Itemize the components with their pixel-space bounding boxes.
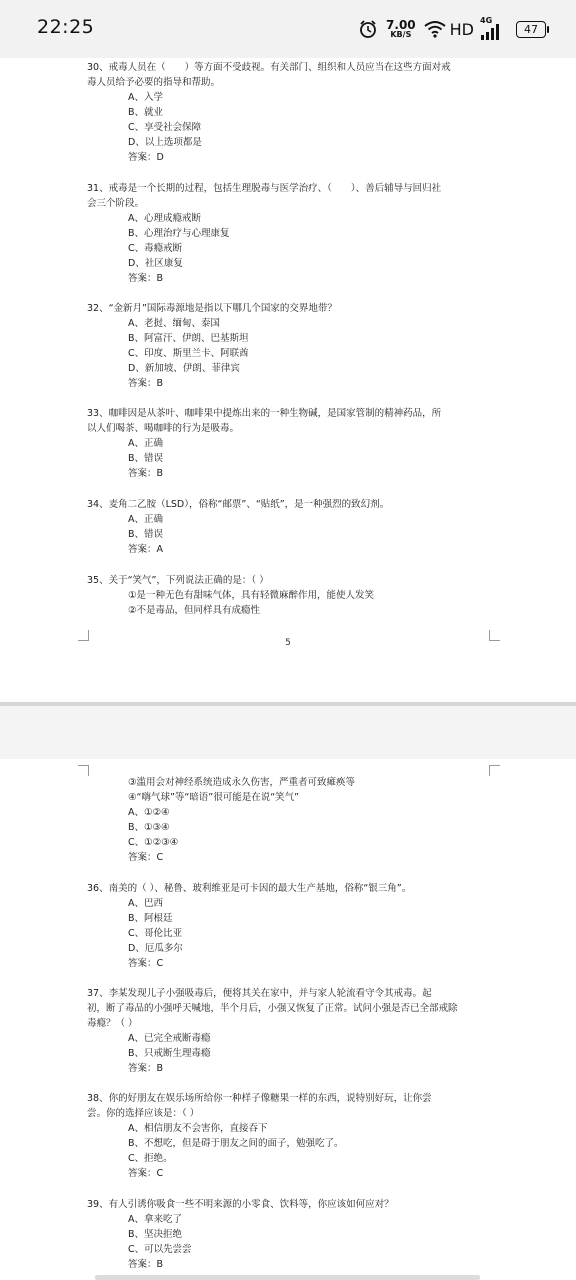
question-stem: 36、南美的（ ）、秘鲁、玻利维亚是可卡因的最大生产基地，俗称“银三角”。: [87, 883, 412, 894]
option: D、社区康复: [128, 258, 183, 269]
option: C、可以先尝尝: [128, 1244, 192, 1255]
question-stem: 37、李某发现儿子小强吸毒后，便将其关在家中，并与家人轮流看守令其戒毒。起: [87, 988, 432, 999]
option: C、哥伦比亚: [128, 928, 183, 939]
statement: ②不是毒品，但同样具有成瘾性: [128, 605, 261, 616]
answer: 答案：C: [128, 958, 164, 969]
question-stem: 38、你的好朋友在娱乐场所给你一种样子像糖果一样的东西，说特别好玩，让你尝: [87, 1093, 432, 1104]
alarm-icon: [358, 19, 378, 39]
option: B、阿根廷: [128, 913, 173, 924]
option: B、①③④: [128, 822, 170, 833]
question-stem: 初，断了毒品的小强呼天喊地，半个月后，小强又恢复了正常。试问小强是否已全部戒除: [87, 1003, 458, 1014]
signal-icon: [480, 18, 504, 40]
option: A、相信朋友不会害你，直接吞下: [128, 1123, 268, 1134]
status-time: 22:25: [37, 16, 95, 38]
answer: 答案：C: [128, 852, 164, 863]
question-37: [87, 986, 507, 1076]
option: B、错误: [128, 529, 164, 540]
status-bar: [0, 0, 576, 58]
option: A、心理成瘾戒断: [128, 213, 201, 224]
answer: 答案：A: [128, 544, 163, 555]
statement: ④“嗨气球”等“暗语”很可能是在说“笑气”: [128, 792, 300, 803]
question-stem: 毒瘾？（ ）: [87, 1018, 138, 1029]
question-stem: 31、戒毒是一个长期的过程，包括生理脱毒与医学治疗、（ ）、善后辅导与回归社: [87, 183, 442, 194]
option: C、拒绝。: [128, 1153, 173, 1164]
wifi-icon: [424, 20, 446, 38]
question-31: [87, 181, 507, 286]
speed-unit: KB/S: [390, 30, 412, 39]
network-type: 4G: [480, 16, 493, 25]
option: D、新加坡、伊朗、菲律宾: [128, 363, 240, 374]
option: A、老挝、缅甸、泰国: [128, 318, 220, 329]
option: C、享受社会保障: [128, 122, 202, 133]
speed-value: 7.00: [386, 18, 416, 32]
page-separator: [0, 702, 576, 759]
answer: 答案：B: [128, 468, 164, 479]
question-stem: 30、戒毒人员在（ ）等方面不受歧视。有关部门、组织和人员应当在这些方面对戒: [87, 62, 451, 73]
option: B、就业: [128, 107, 164, 118]
question-stem: 39、有人引诱你吸食一些不明来源的小零食、饮料等，你应该如何应对？: [87, 1199, 394, 1210]
question-stem: 尝。你的选择应该是：（ ）: [87, 1108, 200, 1119]
question-35-continued: [87, 775, 507, 865]
option: A、已完全戒断毒瘾: [128, 1033, 211, 1044]
option: C、毒瘾戒断: [128, 243, 183, 254]
answer: 答案：B: [128, 1063, 164, 1074]
option: C、①②③④: [128, 837, 179, 848]
battery-icon: [516, 21, 546, 38]
question-35: [87, 573, 507, 618]
option: B、只戒断生理毒瘾: [128, 1048, 211, 1059]
question-stem: 会三个阶段。: [87, 198, 145, 209]
question-stem: 毒人员给予必要的指导和帮助。: [87, 77, 221, 88]
question-34: [87, 497, 507, 557]
option: A、巴西: [128, 898, 163, 909]
option: B、阿富汗、伊朗、巴基斯坦: [128, 333, 249, 344]
statement: ①是一种无色有甜味气体，具有轻微麻醉作用，能使人发笑: [128, 590, 375, 601]
statement: ③滥用会对神经系统造成永久伤害，严重者可致瘫痪等: [128, 777, 356, 788]
option: B、心理治疗与心理康复: [128, 228, 230, 239]
option: A、入学: [128, 92, 163, 103]
question-stem: 以人们喝茶、喝咖啡的行为是吸毒。: [87, 423, 240, 434]
option: B、不想吃，但是碍于朋友之间的面子，勉强吃了。: [128, 1138, 344, 1149]
option: A、正确: [128, 514, 163, 525]
option: B、错误: [128, 453, 164, 464]
option: D、以上选项都是: [128, 137, 202, 148]
question-36: [87, 881, 507, 971]
question-stem: 33、咖啡因是从茶叶、咖啡果中提炼出来的一种生物碱，是国家管制的精神药品，所: [87, 408, 442, 419]
answer: 答案：D: [128, 152, 164, 163]
question-38: [87, 1091, 507, 1181]
question-stem: 34、麦角二乙胺（LSD），俗称“邮票”、“贴纸”，是一种强烈的致幻剂。: [87, 499, 390, 510]
question-30: [87, 60, 507, 165]
question-32: [87, 301, 507, 391]
answer: 答案：B: [128, 1259, 164, 1270]
question-stem: 35、关于“笑气”，下列说法正确的是：（ ）: [87, 575, 269, 586]
option: A、①②④: [128, 807, 170, 818]
option: A、拿来吃了: [128, 1214, 182, 1225]
option: A、正确: [128, 438, 163, 449]
page-separator-shadow: [0, 702, 576, 706]
page-number: 5: [285, 638, 291, 648]
option: B、坚决拒绝: [128, 1229, 183, 1240]
option: D、厄瓜多尔: [128, 943, 183, 954]
status-icons: [358, 15, 546, 43]
bottom-toolbar-hint: [95, 1275, 480, 1280]
question-stem: 32、“金新月”国际毒源地是指以下哪几个国家的交界地带？: [87, 303, 337, 314]
answer: 答案：C: [128, 1168, 164, 1179]
question-33: [87, 406, 507, 481]
battery-level: 47: [524, 22, 538, 36]
question-39: [87, 1197, 507, 1272]
answer: 答案：B: [128, 273, 164, 284]
network-speed: [386, 19, 416, 39]
hd-label: HD: [449, 19, 474, 39]
option: C、印度、斯里兰卡、阿联酋: [128, 348, 249, 359]
answer: 答案：B: [128, 378, 164, 389]
